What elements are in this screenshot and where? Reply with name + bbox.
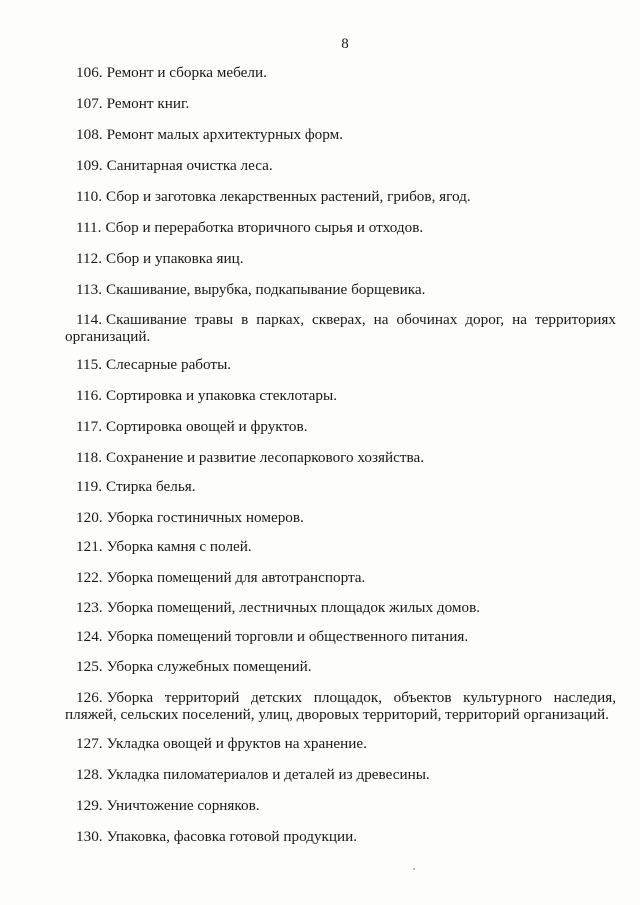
item-number: 120. bbox=[76, 509, 103, 526]
item-text: Ремонт малых архитектурных форм. bbox=[106, 126, 344, 143]
list-item bbox=[76, 418, 308, 435]
list-item bbox=[76, 628, 468, 645]
item-text: Сбор и переработка вторичного сырья и отходов. bbox=[105, 219, 424, 236]
item-number: 114. bbox=[76, 311, 103, 328]
item-text: Уборка помещений торговли и общественного питания. bbox=[106, 628, 469, 645]
list-item bbox=[76, 281, 425, 298]
item-number: 125. bbox=[76, 658, 103, 675]
item-text: Слесарные работы. bbox=[106, 356, 232, 373]
item-text: Сохранение и развитие лесопаркового хозяйства. bbox=[106, 449, 425, 466]
list-item bbox=[76, 449, 424, 466]
item-text: Сортировка и упаковка стеклотары. bbox=[106, 387, 338, 404]
item-text: Укладка овощей и фруктов на хранение. bbox=[106, 735, 367, 752]
scan-speck bbox=[413, 868, 415, 870]
list-item bbox=[76, 658, 312, 675]
list-item bbox=[76, 356, 231, 373]
list-item bbox=[76, 766, 430, 783]
item-text: Сбор и упаковка яиц. bbox=[106, 250, 244, 267]
item-text: Уборка камня с полей. bbox=[106, 538, 252, 555]
list-item bbox=[76, 735, 367, 752]
item-text-continued: организаций. bbox=[65, 328, 151, 345]
item-text: Упаковка, фасовка готовой продукции. bbox=[106, 828, 358, 845]
list-item bbox=[76, 219, 423, 236]
item-number: 111. bbox=[76, 219, 102, 236]
list-item bbox=[76, 509, 304, 526]
item-text: Санитарная очистка леса. bbox=[106, 157, 273, 174]
item-number: 107. bbox=[76, 95, 103, 112]
item-text: Ремонт и сборка мебели. bbox=[106, 64, 267, 81]
list-item bbox=[76, 569, 365, 586]
item-number: 113. bbox=[76, 281, 103, 298]
item-text: Скашивание травы в парках, скверах, на обочинах дорог, на территориях bbox=[106, 311, 616, 328]
item-number: 127. bbox=[76, 735, 103, 752]
item-text-continued: пляжей, сельских поселений, улиц, дворовых территорий, территорий организаций. bbox=[65, 706, 609, 723]
list-item bbox=[65, 311, 616, 345]
item-number: 119. bbox=[76, 478, 103, 495]
list-item bbox=[76, 250, 244, 267]
item-text: Уборка служебных помещений. bbox=[106, 658, 312, 675]
item-text: Уборка помещений, лестничных площадок жилых домов. bbox=[106, 599, 481, 616]
item-number: 129. bbox=[76, 797, 103, 814]
item-number: 108. bbox=[76, 126, 103, 143]
item-text: Уничтожение сорняков. bbox=[106, 797, 260, 814]
item-number: 126. bbox=[76, 689, 103, 706]
item-number: 121. bbox=[76, 538, 103, 555]
item-number: 106. bbox=[76, 64, 103, 81]
item-number: 116. bbox=[76, 387, 103, 404]
item-number: 122. bbox=[76, 569, 103, 586]
page-number: 8 bbox=[341, 36, 349, 52]
item-text: Уборка территорий детских площадок, объектов культурного наследия, bbox=[106, 689, 616, 706]
list-item bbox=[76, 64, 267, 81]
item-text: Стирка белья. bbox=[106, 478, 196, 495]
item-number: 117. bbox=[76, 418, 103, 435]
item-number: 112. bbox=[76, 250, 103, 267]
item-number: 128. bbox=[76, 766, 103, 783]
list-item bbox=[76, 95, 189, 112]
list-item bbox=[76, 797, 260, 814]
item-number: 123. bbox=[76, 599, 103, 616]
list-item bbox=[76, 828, 357, 845]
list-item bbox=[65, 689, 616, 723]
list-item bbox=[76, 478, 196, 495]
item-text: Сбор и заготовка лекарственных растений, грибов, ягод. bbox=[106, 188, 471, 205]
list-item bbox=[76, 599, 480, 616]
item-text: Укладка пиломатериалов и деталей из древесины. bbox=[106, 766, 430, 783]
item-number: 124. bbox=[76, 628, 103, 645]
item-text: Сортировка овощей и фруктов. bbox=[106, 418, 308, 435]
list-item bbox=[76, 188, 471, 205]
item-text: Уборка помещений для автотранспорта. bbox=[106, 569, 366, 586]
item-number: 130. bbox=[76, 828, 103, 845]
item-text: Ремонт книг. bbox=[106, 95, 190, 112]
list-item bbox=[76, 387, 337, 404]
list-item bbox=[76, 157, 273, 174]
item-text: Уборка гостиничных номеров. bbox=[106, 509, 304, 526]
item-number: 109. bbox=[76, 157, 103, 174]
item-text: Скашивание, вырубка, подкапывание борщевика. bbox=[106, 281, 426, 298]
item-number: 110. bbox=[76, 188, 103, 205]
list-item bbox=[76, 126, 343, 143]
list-item bbox=[76, 538, 252, 555]
item-number: 115. bbox=[76, 356, 103, 373]
item-number: 118. bbox=[76, 449, 103, 466]
